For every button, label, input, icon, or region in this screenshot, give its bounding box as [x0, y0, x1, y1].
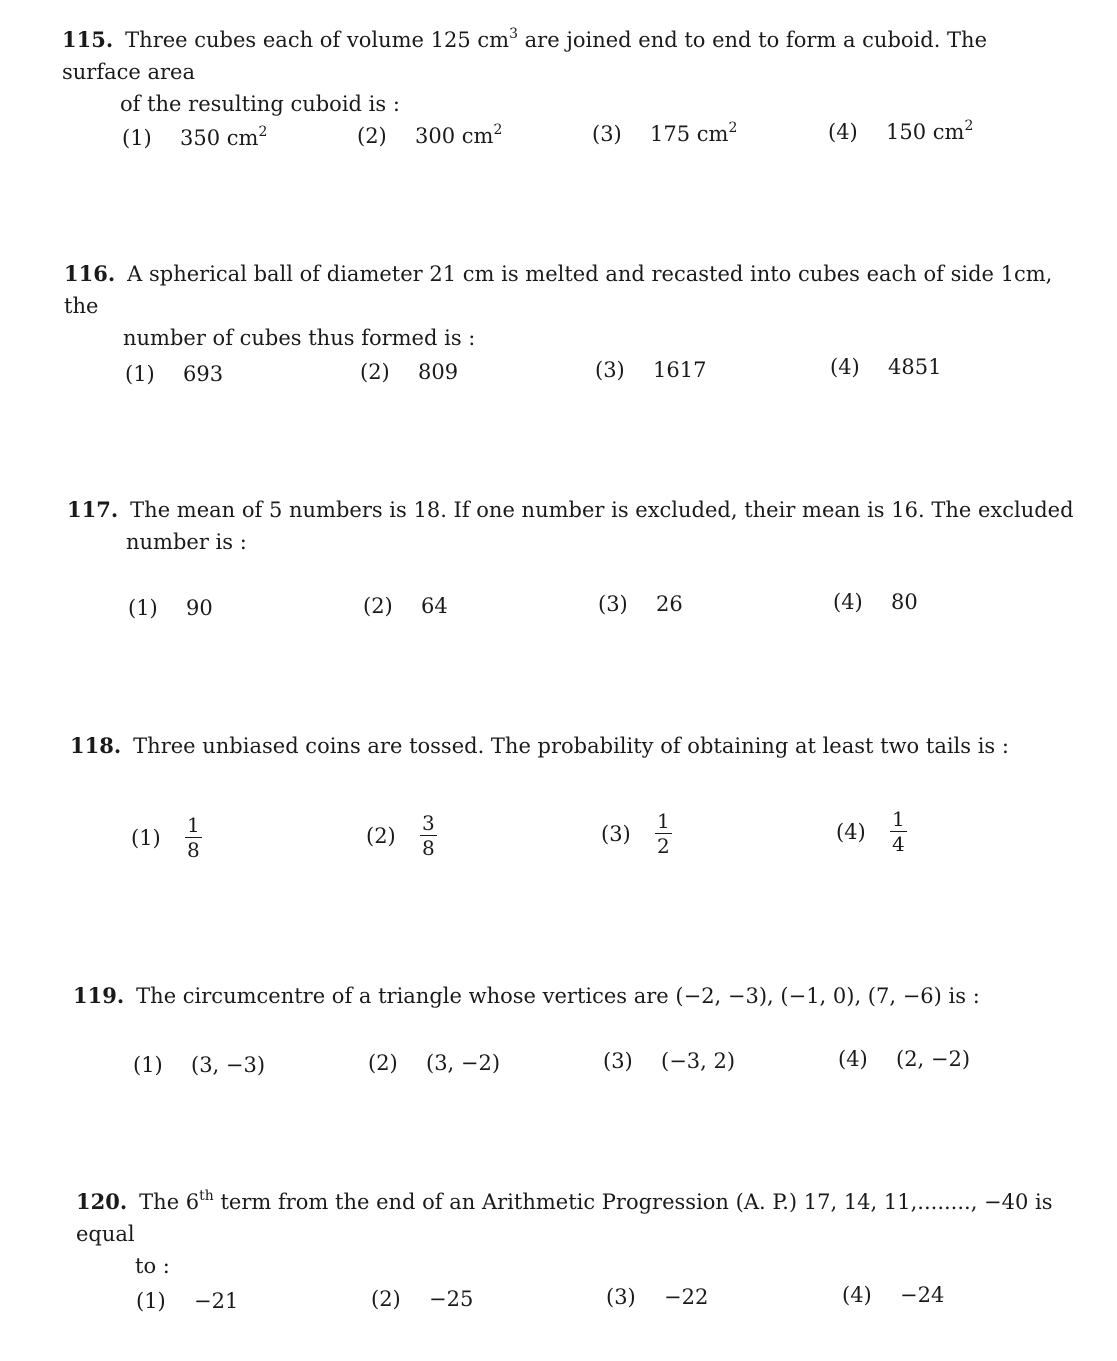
- stem-text: A spherical ball of diameter 21 cm is melted and recasted into cubes each of side 1cm, the: [64, 262, 1053, 318]
- option-value: 150 cm: [886, 120, 965, 144]
- option-label: (4): [838, 1047, 868, 1071]
- option-label: (1): [128, 596, 158, 620]
- option-value: 64: [421, 594, 448, 618]
- question-stem: [67, 494, 1077, 558]
- question-number: 117.: [67, 497, 119, 522]
- option-value: 80: [891, 590, 918, 614]
- option-value: 693: [183, 362, 224, 386]
- option-label: (2): [360, 360, 390, 384]
- denominator: 8: [187, 838, 200, 862]
- option-1[interactable]: [131, 813, 202, 862]
- option-value: 90: [186, 596, 213, 620]
- option-label: (2): [368, 1051, 398, 1075]
- question-stem: [76, 1186, 1096, 1282]
- numerator: 1: [892, 807, 905, 831]
- stem-text: Three unbiased coins are tossed. The probability of obtaining at least two tails is :: [133, 734, 1009, 758]
- question-stem: [70, 730, 1080, 762]
- stem-text-line2: of the resulting cuboid is :: [120, 92, 400, 116]
- stem-superscript: th: [199, 1188, 214, 1204]
- option-value: 1617: [653, 358, 707, 382]
- option-4[interactable]: [842, 1283, 944, 1307]
- option-3[interactable]: [606, 1285, 708, 1309]
- denominator: 4: [892, 832, 905, 856]
- option-superscript: 2: [964, 118, 974, 134]
- fraction: [185, 813, 202, 862]
- option-label: (2): [357, 124, 387, 148]
- option-label: (2): [371, 1287, 401, 1311]
- option-label: (1): [122, 126, 152, 150]
- option-label: (4): [836, 819, 866, 844]
- option-value: 809: [418, 360, 459, 384]
- option-2[interactable]: [363, 594, 448, 618]
- denominator: 8: [422, 836, 435, 860]
- option-label: (3): [598, 592, 628, 616]
- question-stem: [62, 24, 1072, 120]
- option-superscript: 2: [493, 122, 503, 138]
- question-stem: [64, 258, 1074, 354]
- option-4[interactable]: [830, 355, 941, 379]
- option-label: (3): [603, 1049, 633, 1073]
- option-value: −24: [900, 1283, 945, 1307]
- stem-text: The circumcentre of a triangle whose vertices are (−2, −3), (−1, 0), (7, −6) is :: [136, 984, 980, 1008]
- question-number: 119.: [73, 983, 125, 1008]
- option-2[interactable]: [368, 1051, 500, 1075]
- question-number: 118.: [70, 733, 122, 758]
- stem-text: The mean of 5 numbers is 18. If one number is excluded, their mean is 16. The excluded: [130, 498, 1074, 522]
- option-4[interactable]: [836, 807, 907, 856]
- option-1[interactable]: [136, 1289, 238, 1313]
- option-3[interactable]: [603, 1049, 735, 1073]
- option-2[interactable]: [366, 811, 437, 860]
- stem-text: are joined end to end to form a cuboid. The surface area: [62, 28, 987, 84]
- option-value: −25: [429, 1287, 474, 1311]
- option-value: (−3, 2): [661, 1049, 736, 1073]
- option-value: (3, −2): [426, 1051, 501, 1075]
- question-number: 115.: [62, 27, 114, 52]
- option-label: (4): [842, 1283, 872, 1307]
- numerator: 3: [422, 811, 435, 835]
- stem-text-line2: number of cubes thus formed is :: [123, 326, 476, 350]
- option-1[interactable]: [125, 362, 223, 386]
- option-superscript: 2: [728, 120, 738, 136]
- option-label: (1): [136, 1289, 166, 1313]
- stem-text: The 6: [139, 1190, 200, 1214]
- option-value: 175 cm: [650, 122, 729, 146]
- option-2[interactable]: [360, 360, 458, 384]
- option-3[interactable]: [595, 358, 706, 382]
- option-label: (3): [601, 821, 631, 846]
- stem-text-line2: number is :: [126, 530, 247, 554]
- question-number: 120.: [76, 1189, 128, 1214]
- denominator: 2: [657, 834, 670, 858]
- option-2[interactable]: [371, 1287, 473, 1311]
- option-1[interactable]: [133, 1053, 265, 1077]
- question-number: 116.: [64, 261, 116, 286]
- option-2[interactable]: [357, 124, 502, 148]
- option-value: 350 cm: [180, 126, 259, 150]
- option-label: (2): [363, 594, 393, 618]
- numerator: 1: [187, 813, 200, 837]
- option-label: (1): [125, 362, 155, 386]
- option-value: −22: [664, 1285, 709, 1309]
- option-label: (1): [131, 825, 161, 850]
- fraction: [890, 807, 907, 856]
- fraction: [420, 811, 437, 860]
- option-value: 26: [656, 592, 683, 616]
- option-value: (3, −3): [191, 1053, 266, 1077]
- option-4[interactable]: [833, 590, 918, 614]
- stem-text: Three cubes each of volume 125 cm: [125, 28, 510, 52]
- option-superscript: 2: [258, 124, 268, 140]
- option-3[interactable]: [592, 122, 737, 146]
- option-label: (4): [828, 120, 858, 144]
- option-3[interactable]: [601, 809, 672, 858]
- option-label: (2): [366, 823, 396, 848]
- fraction: [655, 809, 672, 858]
- stem-superscript: 3: [509, 26, 518, 42]
- option-label: (3): [595, 358, 625, 382]
- option-4[interactable]: [838, 1047, 970, 1071]
- option-4[interactable]: [828, 120, 973, 144]
- question-stem: [73, 980, 1083, 1012]
- option-1[interactable]: [122, 126, 267, 150]
- option-label: (3): [606, 1285, 636, 1309]
- stem-text: term from the end of an Arithmetic Progression (A. P.) 17, 14, 11,........, −40 is equal: [76, 1190, 1053, 1246]
- option-value: 4851: [888, 355, 942, 379]
- numerator: 1: [657, 809, 670, 833]
- option-label: (3): [592, 122, 622, 146]
- option-label: (1): [133, 1053, 163, 1077]
- option-label: (4): [830, 355, 860, 379]
- option-value: 300 cm: [415, 124, 494, 148]
- option-value: −21: [194, 1289, 239, 1313]
- stem-text-line2: to :: [135, 1254, 170, 1278]
- option-3[interactable]: [598, 592, 683, 616]
- option-1[interactable]: [128, 596, 213, 620]
- option-label: (4): [833, 590, 863, 614]
- option-value: (2, −2): [896, 1047, 971, 1071]
